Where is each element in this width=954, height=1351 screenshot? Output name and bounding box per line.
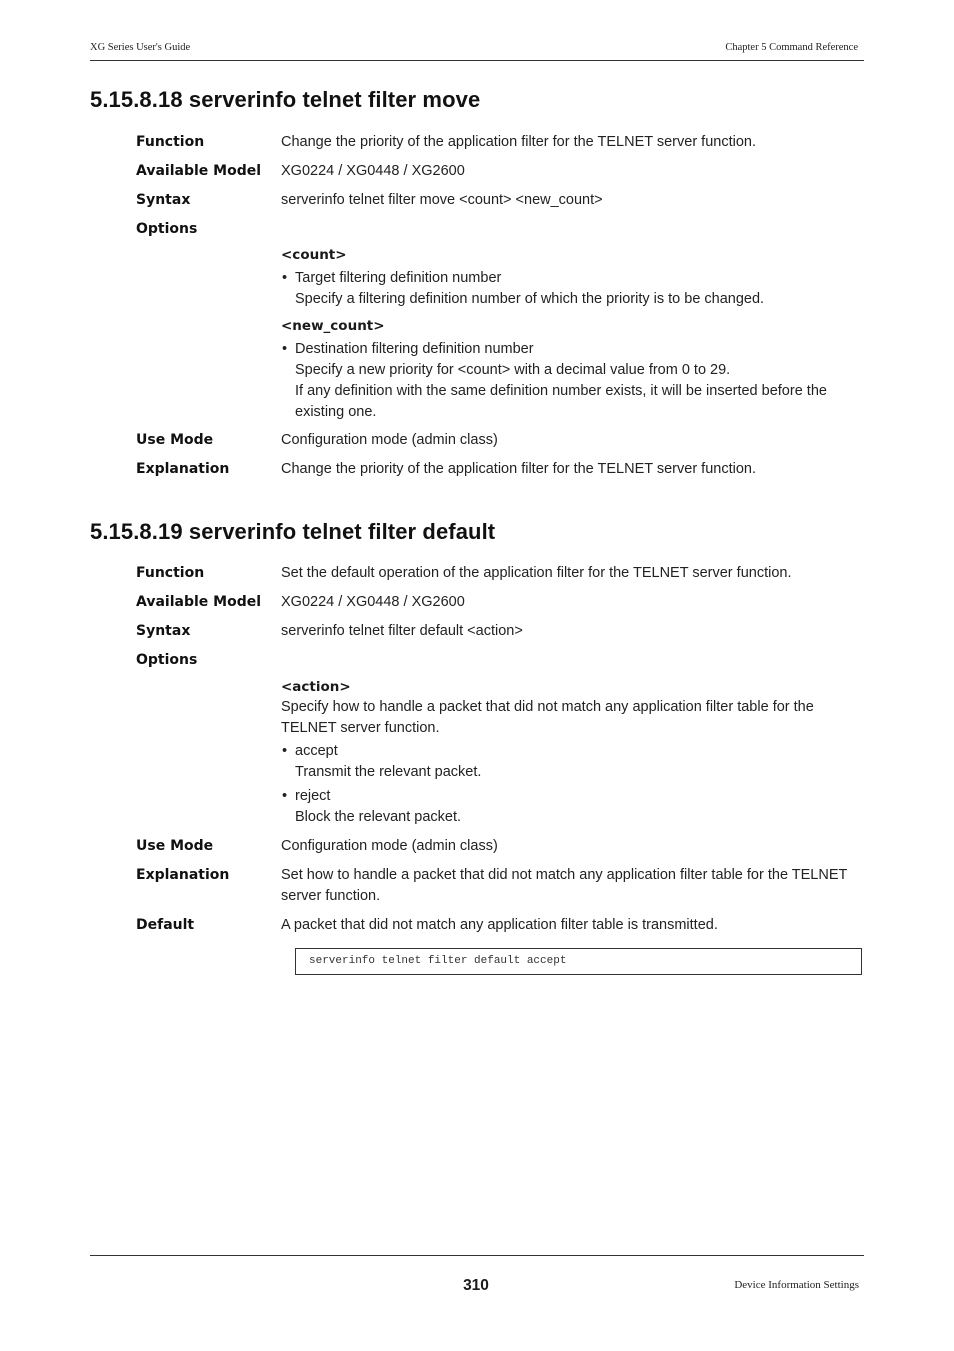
bullet-dot: •	[282, 270, 288, 286]
option-desc-line: Specify how to handle a packet that did not match any application filter table for the	[281, 699, 814, 715]
explanation-text: Change the priority of the application filter for the TELNET server function.	[281, 461, 756, 477]
label-available-model: Available Model	[136, 163, 262, 179]
footer-rule	[90, 1255, 864, 1256]
syntax-text: serverinfo telnet filter default <action>	[281, 623, 523, 639]
option-bullet-text: accept	[295, 743, 338, 759]
explanation-line: server function.	[281, 888, 381, 904]
label-function: Function	[136, 565, 205, 581]
bullet-dot: •	[282, 341, 288, 357]
bullet-dot: •	[282, 788, 288, 804]
label-explanation: Explanation	[136, 867, 230, 883]
option-desc-line: Specify a filtering definition number of which the priority is to be changed.	[295, 291, 765, 307]
code-example-text: serverinfo telnet filter default accept	[309, 955, 567, 967]
label-options: Options	[136, 221, 198, 237]
option-name-action: <action>	[281, 679, 351, 695]
label-syntax: Syntax	[136, 192, 191, 208]
use-mode-text: Configuration mode (admin class)	[281, 838, 498, 854]
option-name-new-count: <new_count>	[281, 318, 385, 334]
option-desc-line: If any definition with the same definition number exists, it will be inserted before the	[295, 383, 827, 399]
function-text: Set the default operation of the application filter for the TELNET server function.	[281, 565, 792, 581]
option-bullet-text: Destination filtering definition number	[295, 341, 534, 357]
function-text: Change the priority of the application filter for the TELNET server function.	[281, 134, 756, 150]
label-explanation: Explanation	[136, 461, 230, 477]
header-chapter: Chapter 5 Command Reference	[725, 42, 858, 53]
label-syntax: Syntax	[136, 623, 191, 639]
default-text: A packet that did not match any application filter table is transmitted.	[281, 917, 718, 933]
use-mode-text: Configuration mode (admin class)	[281, 432, 498, 448]
section-title-move: 5.15.8.18 serverinfo telnet filter move	[90, 87, 481, 112]
section-title-default: 5.15.8.19 serverinfo telnet filter default	[90, 519, 496, 544]
label-use-mode: Use Mode	[136, 432, 214, 448]
model-text: XG0224 / XG0448 / XG2600	[281, 594, 465, 610]
syntax-text: serverinfo telnet filter move <count> <new_count>	[281, 192, 603, 208]
label-use-mode: Use Mode	[136, 838, 214, 854]
header-doc-title: XG Series User's Guide	[90, 42, 191, 53]
label-available-model: Available Model	[136, 594, 262, 610]
footer-section-title: Device Information Settings	[734, 1279, 859, 1291]
option-bullet-text: Target filtering definition number	[295, 270, 502, 286]
label-function: Function	[136, 134, 205, 150]
option-desc-line: Transmit the relevant packet.	[295, 764, 482, 780]
page-number-text: 310	[463, 1277, 489, 1294]
model-text: XG0224 / XG0448 / XG2600	[281, 163, 465, 179]
option-desc-line: Block the relevant packet.	[295, 809, 462, 825]
option-desc-line: existing one.	[295, 404, 377, 420]
label-options: Options	[136, 652, 198, 668]
header-rule	[90, 60, 864, 61]
explanation-line: Set how to handle a packet that did not match any application filter table for the TELNET	[281, 867, 848, 883]
option-desc-line: TELNET server function.	[281, 720, 440, 736]
label-default: Default	[136, 917, 195, 933]
code-example-box	[295, 948, 862, 975]
bullet-dot: •	[282, 743, 288, 759]
option-bullet-text: reject	[295, 788, 331, 804]
option-name-count: <count>	[281, 247, 347, 263]
option-desc-line: Specify a new priority for <count> with a decimal value from 0 to 29.	[295, 362, 731, 378]
